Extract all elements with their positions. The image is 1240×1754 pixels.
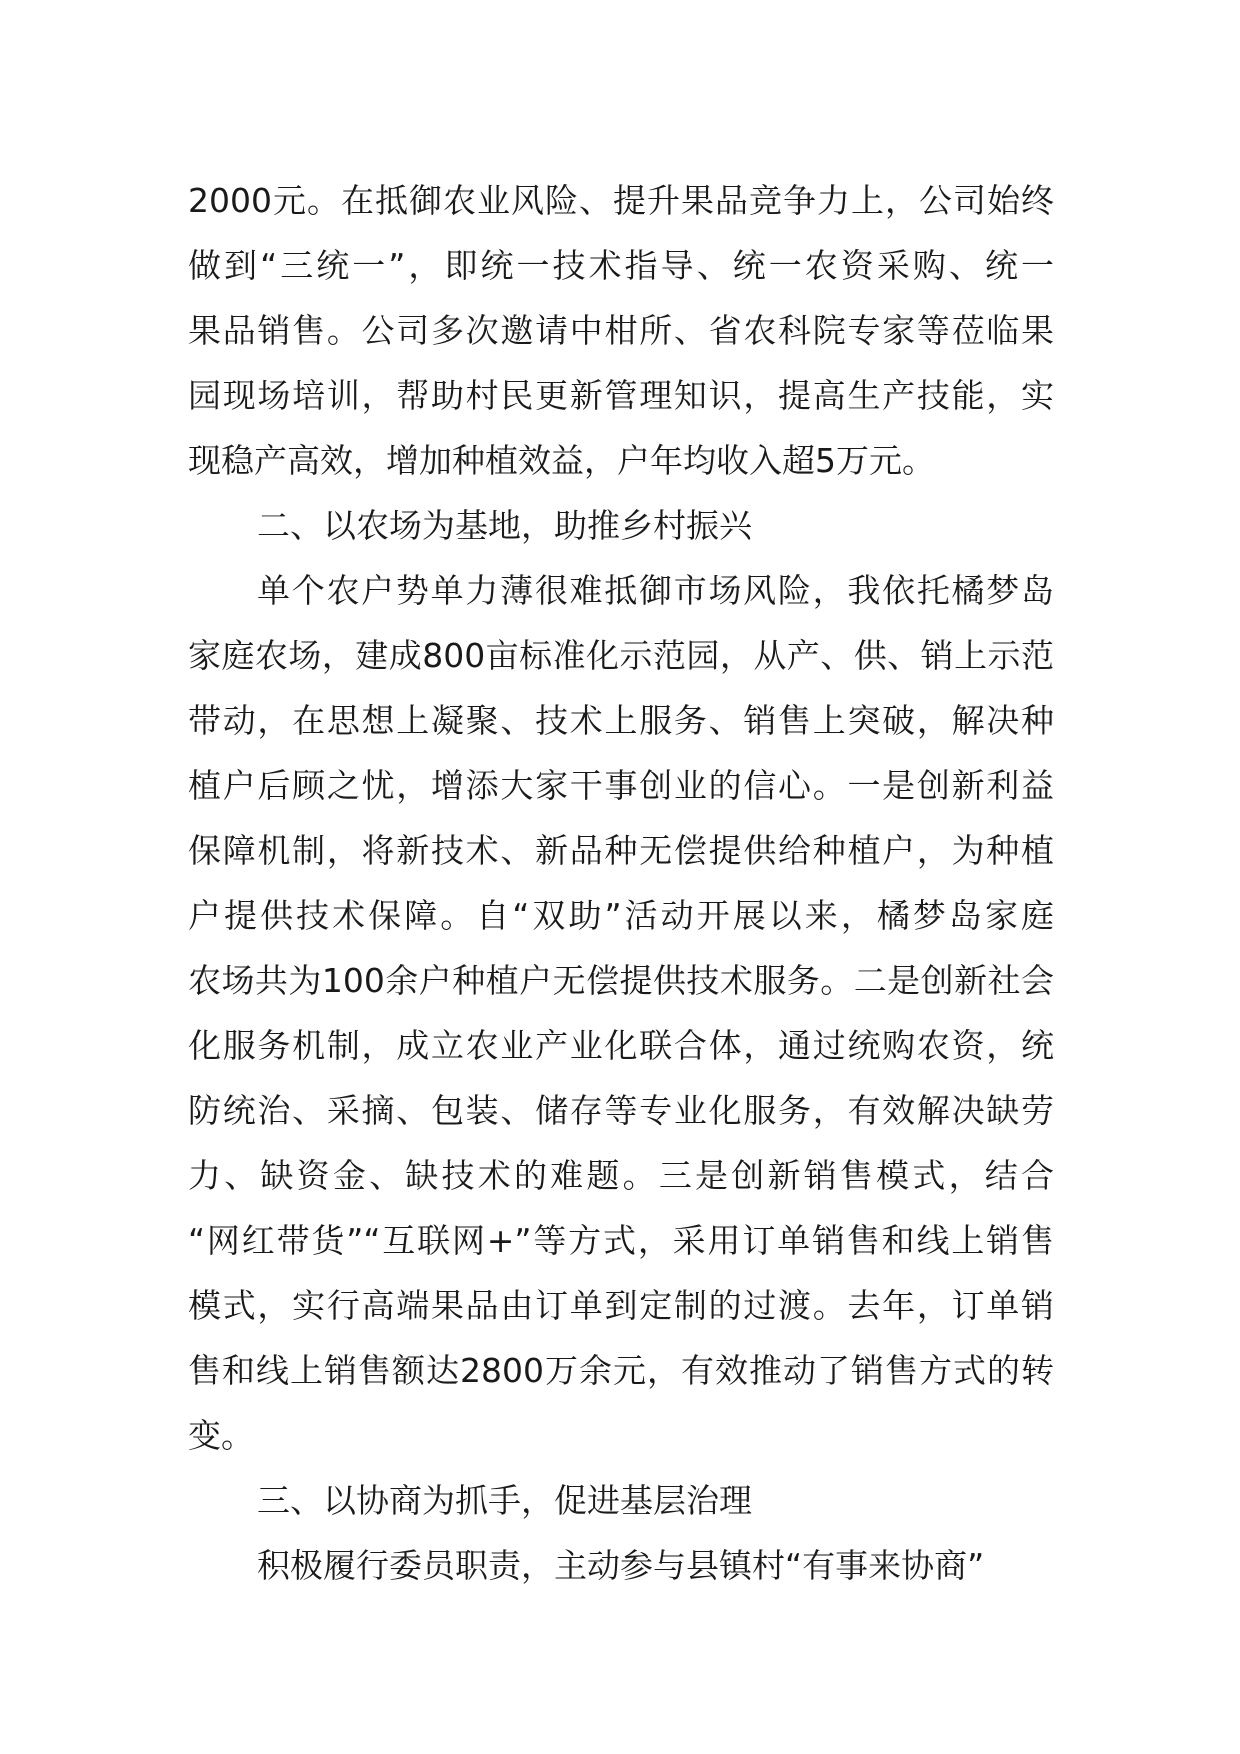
body-line: 单个农户势单力薄很难抵御市场风险，我依托橘梦岛 [257, 571, 1054, 610]
body-line: 做到“三统一”，即统一技术指导、统一农资采购、统一 [188, 246, 1054, 285]
body-line: 力、缺资金、缺技术的难题。三是创新销售模式，结合 [188, 1156, 1054, 1195]
body-line: 家庭农场，建成800亩标准化示范园，从产、供、销上示范 [188, 636, 1054, 675]
body-line: 保障机制，将新技术、新品种无偿提供给种植户，为种植 [188, 831, 1054, 870]
body-line: 2000元。在抵御农业风险、提升果品竞争力上，公司始终 [188, 181, 1054, 220]
body-line: 园现场培训，帮助村民更新管理知识，提高生产技能，实 [188, 376, 1054, 415]
document-body [188, 168, 1054, 1598]
body-line: 变。 [188, 1416, 254, 1455]
body-line: 防统治、采摘、包装、储存等专业化服务，有效解决缺劳 [188, 1091, 1054, 1130]
section-heading: 二、以农场为基地，助推乡村振兴 [257, 506, 752, 545]
body-line: “网红带货”“互联网+”等方式，采用订单销售和线上销售 [188, 1221, 1054, 1260]
body-line: 带动，在思想上凝聚、技术上服务、销售上突破，解决种 [188, 701, 1054, 740]
body-line: 模式，实行高端果品由订单到定制的过渡。去年，订单销 [188, 1286, 1054, 1325]
body-line: 现稳产高效，增加种植效益，户年均收入超5万元。 [188, 441, 935, 480]
body-line: 果品销售。公司多次邀请中柑所、省农科院专家等莅临果 [188, 311, 1054, 350]
body-line: 植户后顾之忧，增添大家干事创业的信心。一是创新利益 [188, 766, 1054, 805]
body-line: 户提供技术保障。自“双助”活动开展以来，橘梦岛家庭 [188, 896, 1054, 935]
body-line: 积极履行委员职责，主动参与县镇村“有事来协商” [257, 1546, 985, 1585]
body-line: 化服务机制，成立农业产业化联合体，通过统购农资，统 [188, 1026, 1054, 1065]
body-line: 售和线上销售额达2800万余元，有效推动了销售方式的转 [188, 1351, 1054, 1390]
section-heading: 三、以协商为抓手，促进基层治理 [257, 1481, 752, 1520]
body-line: 农场共为100余户种植户无偿提供技术服务。二是创新社会 [188, 961, 1054, 1000]
